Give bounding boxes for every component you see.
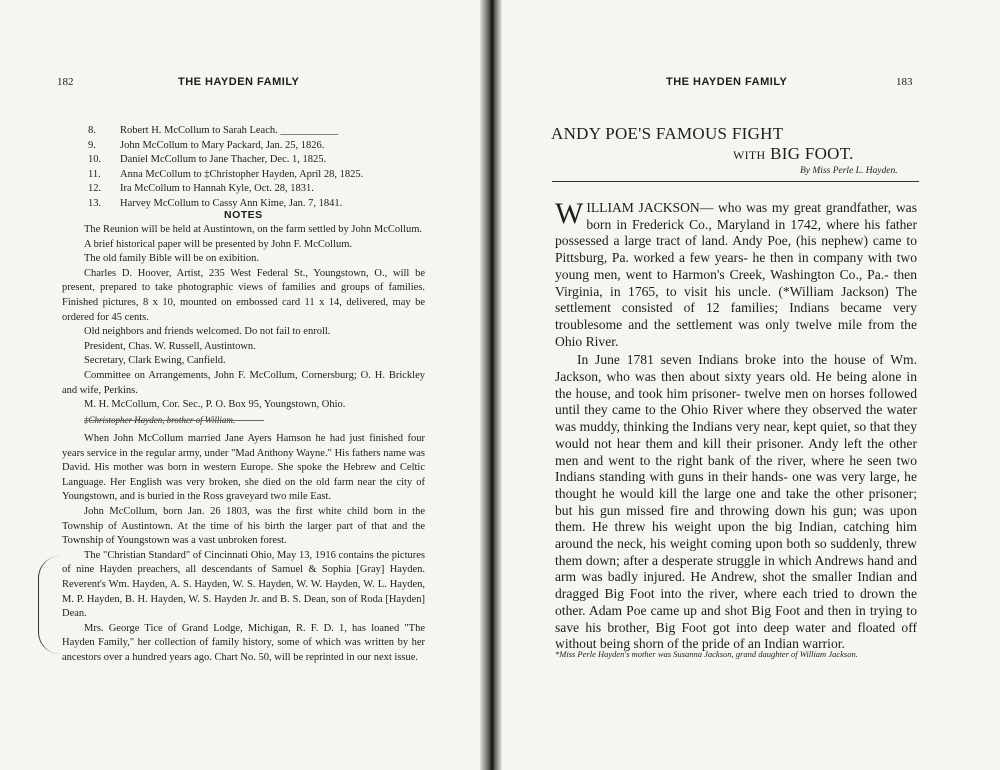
note-artist: Charles D. Hoover, Artist, 235 West Federal St., Youngstown, O., will be present, prepared to take photographic views of families and groups of families. Finished pictures, 8 x 10, mounted on embossed card 11 x 14, delivered, may be ordered for 45 cents. [62,267,425,323]
paragraph-mccollum-marriage: When John McCollum married Jane Ayers Hamson he had just finished four years service in the regular army, under "Mad Anthony Wayne." His fathers name was David. His mother was born in western Europe. She spoke the Hebrew and Celtic Language. Her English was very broken, she died on the old farm near the city of Youngstown, and is buried in the Ross graveyard two mile East. [62,433,425,503]
note-welcome: Old neighbors and friends welcomed. Do not fail to enroll. [84,326,331,338]
handwritten-bracket [38,556,69,654]
drop-cap: W [555,197,584,230]
article-title-line1: ANDY POE'S FAMOUS FIGHT [551,124,784,143]
list-item: 13. Harvey McCollum to Cassy Ann Kime, Jan. 7, 1841. [88,197,343,209]
title-rule [552,181,919,182]
note-secretary: Secretary, Clark Ewing, Canfield. [84,355,226,367]
paragraph-tice-loan: Mrs. George Tice of Grand Lodge, Michigan, R. F. D. 1, has loaned "The Hayden Family," her collection of family history, some of which was written by her ancestors over a hundred years ago. Chart No. 50, will be reprinted in our next issue. [62,622,425,663]
left-body [62,432,425,666]
article-paragraph-2: In June 1781 seven Indians broke into the house of Wm. Jackson, who was then about sixty years old. He being alone in the house, and took him prisoner- twelve men on horses followed until they came to the Ohio River where they observed the water was muddy, thinking the Indians very near, kept quiet, so that they would not hear them and kill their prisoner. Andy left the other men and went to the right bank of the river, where he seen two Indians standing with guns in their hands- one was very large, he thought he would kill the large one and take the other prisoner; but his gun missed fire and throwing down his gun; was upon them. He threw his weight upon the big Indian, catching him around the neck, his weight coming upon both so suddenly, threw them down; after a desperate struggle in which Andrews hand and arm was badly injured. He Andrew, shot the smaller Indian and dragged Big Foot into the river, where each tried to drown the other. Adam Poe came up and shot Big Foot and then in trying to save his brother, Big Foot got into deep water and floated off without being shorn of the pride of an Indian warrior. [555,352,917,652]
note-reunion: The Reunion will be held at Austintown, on the farm settled by John McCollum. [84,224,422,235]
left-running-header: THE HAYDEN FAMILY [178,76,300,88]
footnote-rule [84,420,264,421]
list-item: 8. Robert H. McCollum to Sarah Leach. ___________ [88,125,339,136]
notes-heading: NOTES [224,209,263,221]
note-committee: Committee on Arrangements, John F. McCollum, Cornersburg; O. H. Brickley and wife, Perkins. [62,369,425,396]
book-gutter [480,0,502,770]
right-footnote: *Miss Perle Hayden's mother was Susanna Jackson, grand daughter of William Jackson. [555,649,858,659]
right-running-header: THE HAYDEN FAMILY [666,76,788,88]
article-byline: By Miss Perle L. Hayden. [800,166,898,176]
list-item: 10. Daniel McCollum to Jane Thacher, Dec. 1, 1825. [88,154,327,166]
note-bible: The old family Bible will be on exibition. [84,253,259,265]
article-body [555,197,917,653]
article-title-line2: WITH BIG FOOT. [733,144,854,163]
left-page-number: 182 [57,76,74,88]
paragraph-first-child: John McCollum, born Jan. 26 1803, was the first white child born in the Township of Austintown. At the time of his birth the larger part of that and the Township of Youngstown was a vast unbroken forest. [62,505,425,547]
marriage-list [88,124,363,212]
list-item: 9. John McCollum to Mary Packard, Jan. 25, 1826. [88,139,325,151]
paragraph-christian-standard: The "Christian Standard" of Cincinnati Ohio, May 13, 1916 contains the pictures of nine Hayden preachers, all descendants of Samuel & Sophia [Gray] Hayden. Reverent's Wm. Hayden, A. S. Hayden, W. S. Hayden, W. W. Hayden, W. L. Hayden, M. P. Hayden, B. H. Hayden, W. S. Hayden Jr. and B. S. Dean, son of Roda [Hayden] Dean. [62,549,425,620]
note-cor-sec: M. H. McCollum, Cor. Sec., P. O. Box 95, Youngstown, Ohio. [84,399,346,411]
list-item: 12. Ira McCollum to Hannah Kyle, Oct. 28, 1831. [88,183,314,195]
article-paragraph-1: WILLIAM JACKSON— who was my great grandfather, was born in Frederick Co., Maryland in 1742, where his father possessed a large tract of land. Andy Poe, (his nephew) came to Pittsburg, Pa. worked a few years- he then in company with two young men, went to Harmon's Creek, Washington Co., Pa.- then Virginia, in 1765, to visit his uncle. (*William Jackson) The settlement consisted of 12 families; Indians became very troublesome and the settlement was only twelve mile from the Ohio River. [555,197,917,349]
list-item: 11. Anna McCollum to ‡Christopher Hayden, April 28, 1825. [88,168,364,180]
note-president: President, Chas. W. Russell, Austintown. [84,340,256,352]
notes-block [62,223,425,427]
right-page-number: 183 [896,76,913,88]
note-paper: A brief historical paper will be presented by John F. McCollum. [84,238,353,250]
